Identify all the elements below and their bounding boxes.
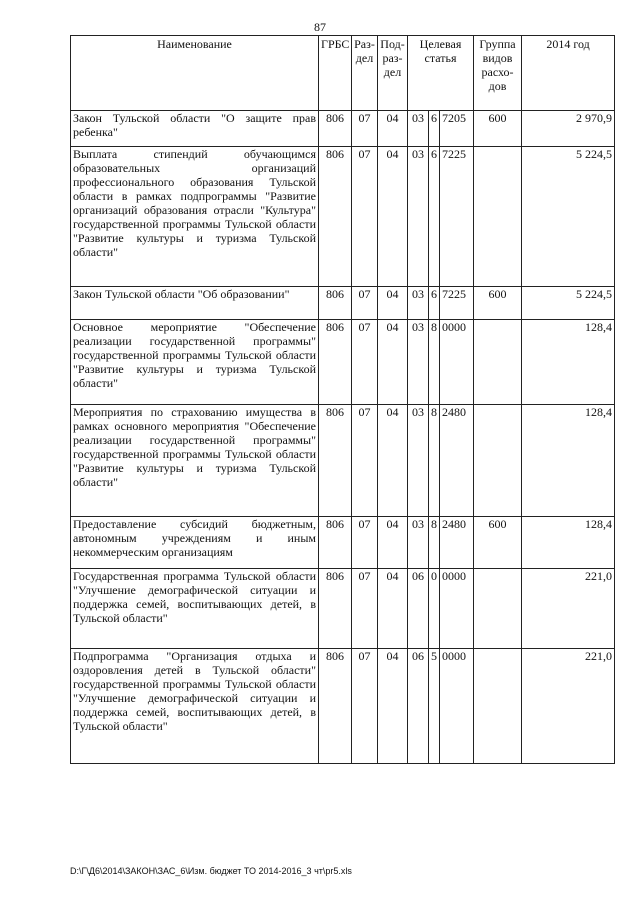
row-target-3: 0000: [440, 320, 474, 405]
row-target-3: 0000: [440, 649, 474, 764]
row-target-3: 2480: [440, 517, 474, 569]
row-target-1: 03: [408, 111, 429, 147]
row-target-3: 0000: [440, 569, 474, 649]
table-row: [71, 111, 615, 147]
row-name: Закон Тульской области "О защите прав ребенка": [71, 111, 319, 147]
row-group: 600: [474, 287, 522, 320]
header-target: Целевая статья: [408, 36, 474, 111]
row-name: Выплата стипендий обучающимся образовательных организаций профессионального образования Тульской области в рамках подпрограммы "Развитие организаций образования отрасли "Культура" государственной программы Тульской области "Развитие культуры и туризма Тульской области": [71, 147, 319, 287]
row-group: 600: [474, 111, 522, 147]
row-target-2: 6: [429, 287, 440, 320]
row-group: [474, 320, 522, 405]
row-grbs: 806: [319, 320, 352, 405]
row-amount: 221,0: [522, 649, 615, 764]
row-podrazdel: 04: [378, 320, 408, 405]
budget-table: [70, 35, 615, 764]
row-target-1: 03: [408, 405, 429, 517]
row-podrazdel: 04: [378, 569, 408, 649]
header-podrazdel: Под-раз-дел: [378, 36, 408, 111]
table-row: [71, 569, 615, 649]
row-grbs: 806: [319, 147, 352, 287]
row-grbs: 806: [319, 569, 352, 649]
row-target-1: 06: [408, 649, 429, 764]
row-target-3: 7225: [440, 287, 474, 320]
row-group: [474, 569, 522, 649]
row-group: [474, 405, 522, 517]
row-target-3: 7205: [440, 111, 474, 147]
row-target-3: 7225: [440, 147, 474, 287]
table-row: [71, 320, 615, 405]
header-group: Группа видов расхо-дов: [474, 36, 522, 111]
row-amount: 128,4: [522, 320, 615, 405]
row-target-3: 2480: [440, 405, 474, 517]
row-target-2: 6: [429, 111, 440, 147]
row-razdel: 07: [352, 320, 378, 405]
footer-file-path: D:\Г\Д6\2014\ЗАКОН\ЗАС_6\Изм. бюджет ТО 2014-2016_3 чт\pr5.xls: [70, 866, 352, 876]
row-target-2: 8: [429, 320, 440, 405]
row-target-2: 5: [429, 649, 440, 764]
row-razdel: 07: [352, 111, 378, 147]
row-name: Предоставление субсидий бюджетным, автономным учреждениям и иным некоммерческим организациям: [71, 517, 319, 569]
table-row: [71, 147, 615, 287]
table-row: [71, 517, 615, 569]
row-grbs: 806: [319, 517, 352, 569]
row-grbs: 806: [319, 649, 352, 764]
row-target-2: 0: [429, 569, 440, 649]
header-grbs: ГРБС: [319, 36, 352, 111]
row-target-2: 8: [429, 405, 440, 517]
row-amount: 221,0: [522, 569, 615, 649]
row-amount: 2 970,9: [522, 111, 615, 147]
header-year: 2014 год: [522, 36, 615, 111]
row-grbs: 806: [319, 405, 352, 517]
row-target-1: 03: [408, 287, 429, 320]
row-amount: 128,4: [522, 517, 615, 569]
row-name: Государственная программа Тульской области "Улучшение демографической ситуации и поддержка семей, воспитывающих детей, в Тульской области": [71, 569, 319, 649]
row-grbs: 806: [319, 111, 352, 147]
row-group: 600: [474, 517, 522, 569]
row-amount: 128,4: [522, 405, 615, 517]
table-row: [71, 287, 615, 320]
header-name: Наименование: [71, 36, 319, 111]
row-target-1: 03: [408, 517, 429, 569]
row-podrazdel: 04: [378, 287, 408, 320]
row-razdel: 07: [352, 405, 378, 517]
row-razdel: 07: [352, 569, 378, 649]
row-grbs: 806: [319, 287, 352, 320]
row-podrazdel: 04: [378, 405, 408, 517]
row-group: [474, 147, 522, 287]
table-row: [71, 649, 615, 764]
row-target-1: 03: [408, 320, 429, 405]
row-name: Мероприятия по страхованию имущества в рамках основного мероприятия "Обеспечение реализации государственной программы" государственной программы Тульской области "Развитие культуры и туризма Тульской области": [71, 405, 319, 517]
row-razdel: 07: [352, 147, 378, 287]
row-amount: 5 224,5: [522, 147, 615, 287]
row-group: [474, 649, 522, 764]
row-podrazdel: 04: [378, 649, 408, 764]
row-podrazdel: 04: [378, 111, 408, 147]
row-name: Основное мероприятие "Обеспечение реализации государственной программы" государственной программы Тульской области "Развитие культуры и туризма Тульской области": [71, 320, 319, 405]
table-row: [71, 405, 615, 517]
row-name: Подпрограмма "Организация отдыха и оздоровления детей в Тульской области" государственной программы Тульской области "Улучшение демографической ситуации и поддержка семей, воспитывающих детей, в Тульской области": [71, 649, 319, 764]
row-razdel: 07: [352, 517, 378, 569]
row-target-2: 6: [429, 147, 440, 287]
page-number: 87: [314, 20, 326, 34]
row-razdel: 07: [352, 287, 378, 320]
row-amount: 5 224,5: [522, 287, 615, 320]
row-name: Закон Тульской области "Об образовании": [71, 287, 319, 320]
row-target-1: 03: [408, 147, 429, 287]
table-header-row: [71, 36, 615, 111]
row-target-1: 06: [408, 569, 429, 649]
row-target-2: 8: [429, 517, 440, 569]
row-podrazdel: 04: [378, 147, 408, 287]
row-podrazdel: 04: [378, 517, 408, 569]
row-razdel: 07: [352, 649, 378, 764]
header-razdel: Раз-дел: [352, 36, 378, 111]
